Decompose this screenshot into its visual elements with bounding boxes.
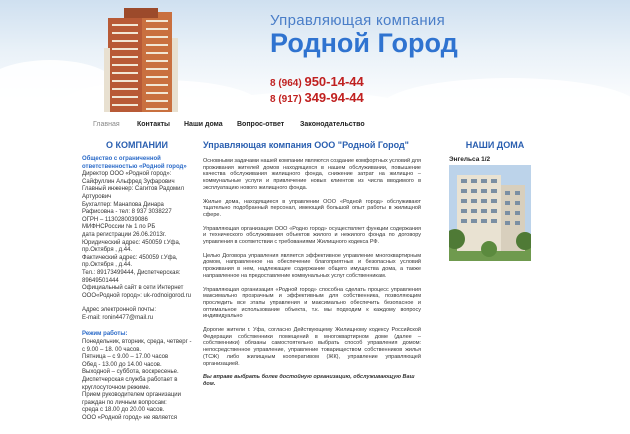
schedule-line: Пятница – с 9.00 – 17.00 часов [82,354,169,361]
company-label: Управляющая компания [270,12,446,29]
detail-accountant: Бухгалтер: Манапова Динара Рафисовна - тел: 8 937 3038227 [82,201,172,216]
detail-director: Директор ООО «Родной город»: Сайфуллин Альфред Зуфарович [82,171,175,185]
company-name: Родной Город [270,28,458,58]
house-photo[interactable] [449,165,531,261]
phone-number-1 [270,74,364,89]
nav-legislation[interactable]: Законодательство [300,121,365,128]
about-title: О КОМПАНИИ [106,140,168,150]
email-label: Адрес электронной почты: [82,307,157,314]
email-link[interactable]: E-mail: ronin4477@mail.ru [82,314,154,321]
header-banner [0,0,630,112]
schedule-line: Диспетчерская служба работает в круглосуточном режиме. [82,377,178,391]
nav-home[interactable]: Главная [93,121,120,128]
phone-code: 8 (917) [270,94,302,105]
nav-our-houses[interactable]: Наши дома [184,121,223,128]
detail-legal-address: Юридический адрес: 450059 г.Уфа, пр.Октября , д.44. [82,239,181,254]
detail-phones: Тел.: 89173499444, Диспетчерская: 89649501444 [82,269,181,284]
schedule-line: среда с 18.00 до 20.00 часов. [82,407,165,414]
schedule-line: Понедельник, вторник, среда, четверг - с 9.00 – 18. 00 часов. [82,339,192,353]
house-address-link[interactable]: Энгельса 1/2 [449,156,491,163]
about-company-sidebar [82,140,192,423]
detail-ogrn: ОГРН – 1130280039086 [82,216,148,223]
content-paragraph: Дорогие жители г. Уфа, согласно Действующему Жилищному кодексу Российской Федерации собственники помещений в многоквартирном доме (далее – собственники) обязаны самостоятельно выбрать способ управления домом: непосредственное управление, управление товариществом собственников жилья (ТСЖ) либо жилищным кооперативом (ЖК), управление управляющей организацией. [203,327,421,367]
schedule-line: ООО «Родной город» не является [82,415,177,421]
org-name: Общество с ограниченной ответственностью «Родной город» [82,156,187,170]
schedule-title: Режим работы: [82,331,128,338]
nav-faq[interactable]: Вопрос-ответ [237,121,285,128]
page-title: Управляющая компания ООО "Родной Город" [203,140,409,150]
main-content [203,140,421,388]
detail-tax: МИФНСРоссии № 1 по РБ [82,224,156,231]
phone-digits: 950-14-44 [304,74,364,89]
content-paragraph: Жилые дома, находящиеся в управлении ООО «Родной город» обслуживают тщательно подобранный персонал, имеющий большой опыт работы в жилищной сфере. [203,198,421,218]
content-paragraph: Основными задачами нашей компании являются создание комфортных условий для проживания жителей домов находящихся в нашем обслуживании, повышение качества обслуживания жилищного фонда, снижение затрат на жилищно – коммунальные услуги и привлечение новых клиентов из числа вводимого в эксплуатацию нового жилищного фонда. [203,158,421,191]
content-paragraph: Управляющая организация ООО «Родно город» осуществляет функции содержания и технического обслуживания объектов жилого и нежилого фонда по договору управления в соответствии с требованиями Жилищного кодекса РФ. [203,225,421,246]
schedule-line: Выходной – суббота, воскресенье. [82,369,179,376]
detail-reg-date: дата регистрации 26.06.2013г. [82,231,166,238]
houses-title: НАШИ ДОМА [465,140,525,150]
closing-statement: Вы вправе выбрать более достойную организацию, обслуживающую Ваш дом. [203,374,415,387]
content-paragraph: Целью Договора управления является эффективное управление многоквартирным домом, направленное на обеспечение благоприятных и безопасных условий проживания в нем, надлежащее содержание общего имущества дома, а также направленное на предоставление коммунальных услуг собственникам. [203,252,421,279]
phone-number-2 [270,90,364,105]
detail-actual-address: Фактический адрес: 450059 г.Уфа, пр.Октября , д.44. [82,254,178,269]
schedule-line: Прием руководителем организации граждан по личным вопросам: [82,392,182,406]
phone-digits: 349-94-44 [304,90,364,105]
detail-website: Официальный сайт в сети Интернет ООО«Родной город»: uk-rodnoigorod.ru [82,285,191,299]
nav-contacts[interactable]: Контакты [137,121,171,128]
our-houses-sidebar [449,140,541,261]
content-paragraph: Управляющая организация «Родной город» способна сделать процесс управления максимально прозрачным и эффективным для собственника, позволяющим проследить все этапы управления и максимально обеспечить безопасное и оптимальное использование объекта, т.к. мы подходим к каждому вопросу индивидуально [203,286,421,320]
phone-code: 8 (964) [270,78,302,89]
schedule-line: Обед - 13.00 до 14.00 часов. [82,361,162,368]
building-tower-image [96,8,188,112]
spacer [82,322,192,329]
detail-engineer: Главный инженер: Сагитов Радомил Артурович [82,186,185,200]
